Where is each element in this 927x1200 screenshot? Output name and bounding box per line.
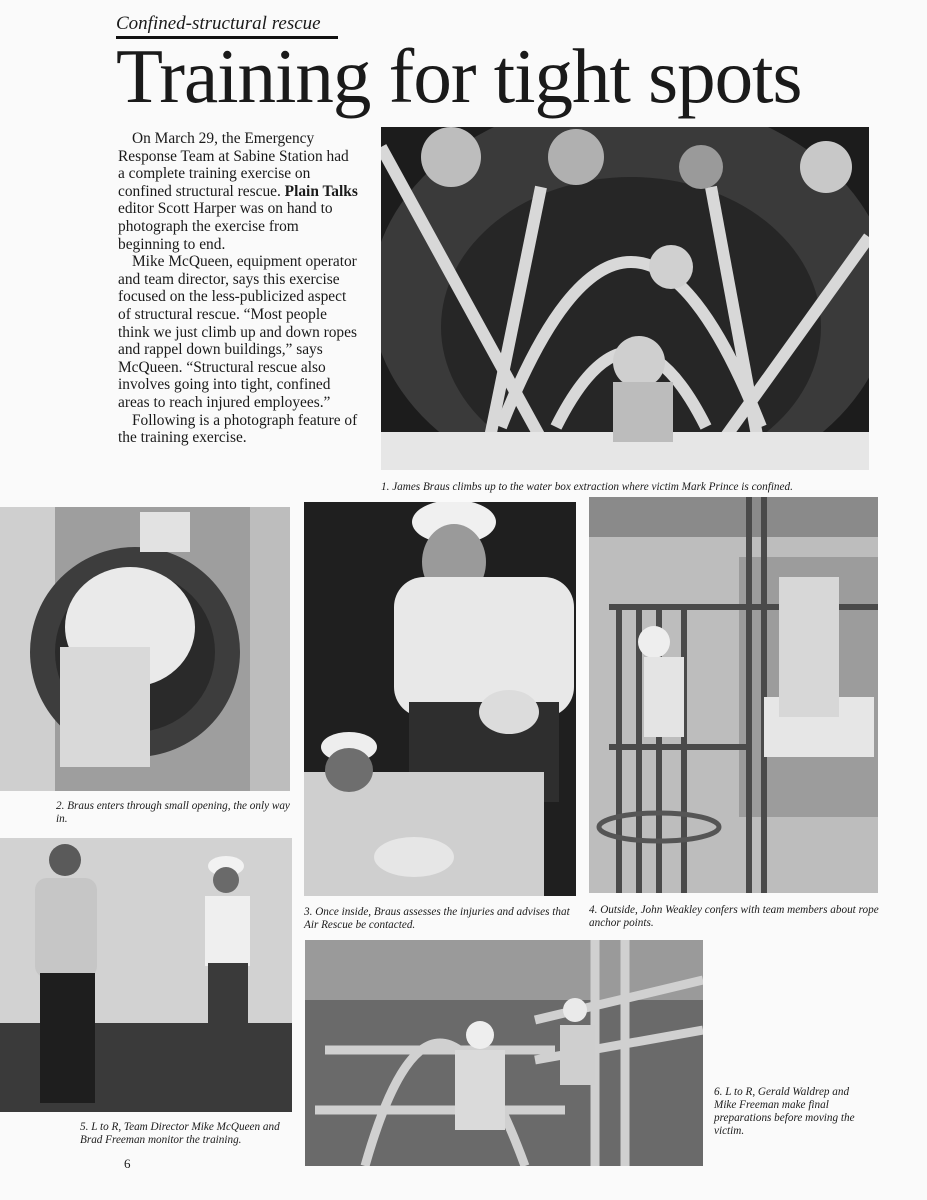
photo-two-men	[0, 838, 292, 1112]
page-number: 6	[124, 1156, 131, 1171]
hardhat-opening-image	[0, 507, 290, 791]
caption-1: 1. James Braus climbs up to the water box extraction where victim Mark Prince is confined.	[381, 481, 793, 493]
scaffold-cage-image	[589, 497, 878, 893]
intro-text	[118, 130, 358, 447]
publication-name: Plain Talks	[284, 182, 358, 200]
caption-2: 2. Braus enters through small opening, the only way in.	[56, 800, 290, 825]
photo-scaffold-cage	[589, 497, 878, 893]
photo-ladder-cage-men	[305, 940, 703, 1166]
photo-braus-victim	[304, 502, 576, 896]
intro-paragraph-2: Mike McQueen, equipment operator and team director, says this exercise focused on the less-publicized aspect of structural rescue. “Most people think we just climb up and down ropes and rappel down buildings,” says McQueen. “Structural rescue also involves going into tight, confined areas to reach injured employees.”	[118, 253, 357, 411]
caption-4: 4. Outside, John Weakley confers with team members about rope anchor points.	[589, 904, 879, 929]
intro-p1-part-a: On March 29, the Emergency Response Team at Sabine Station had a complete training exercise on confined structural rescue.	[118, 130, 349, 200]
intro-p1-part-b: editor Scott Harper was on hand to photograph the exercise from beginning to end.	[118, 200, 333, 253]
ladder-cage-men-image	[305, 940, 703, 1166]
braus-victim-image	[304, 502, 576, 896]
intro-paragraph-1	[118, 130, 358, 253]
caption-6: 6. L to R, Gerald Waldrep and Mike Freeman make final preparations before moving the victim.	[714, 1086, 855, 1137]
intro-paragraph-3: Following is a photograph feature of the training exercise.	[118, 411, 358, 447]
page-headline: Training for tight spots	[116, 33, 802, 119]
two-men-image	[0, 838, 292, 1112]
caption-5: 5. L to R, Team Director Mike McQueen and Brad Freeman monitor the training.	[80, 1121, 280, 1146]
photo-ladder-cage	[381, 127, 869, 470]
section-kicker: Confined-structural rescue	[116, 14, 338, 39]
ladder-cage-image	[381, 127, 869, 470]
caption-3: 3. Once inside, Braus assesses the injuries and advises that Air Rescue be contacted.	[304, 906, 570, 931]
photo-hardhat-opening	[0, 507, 290, 791]
